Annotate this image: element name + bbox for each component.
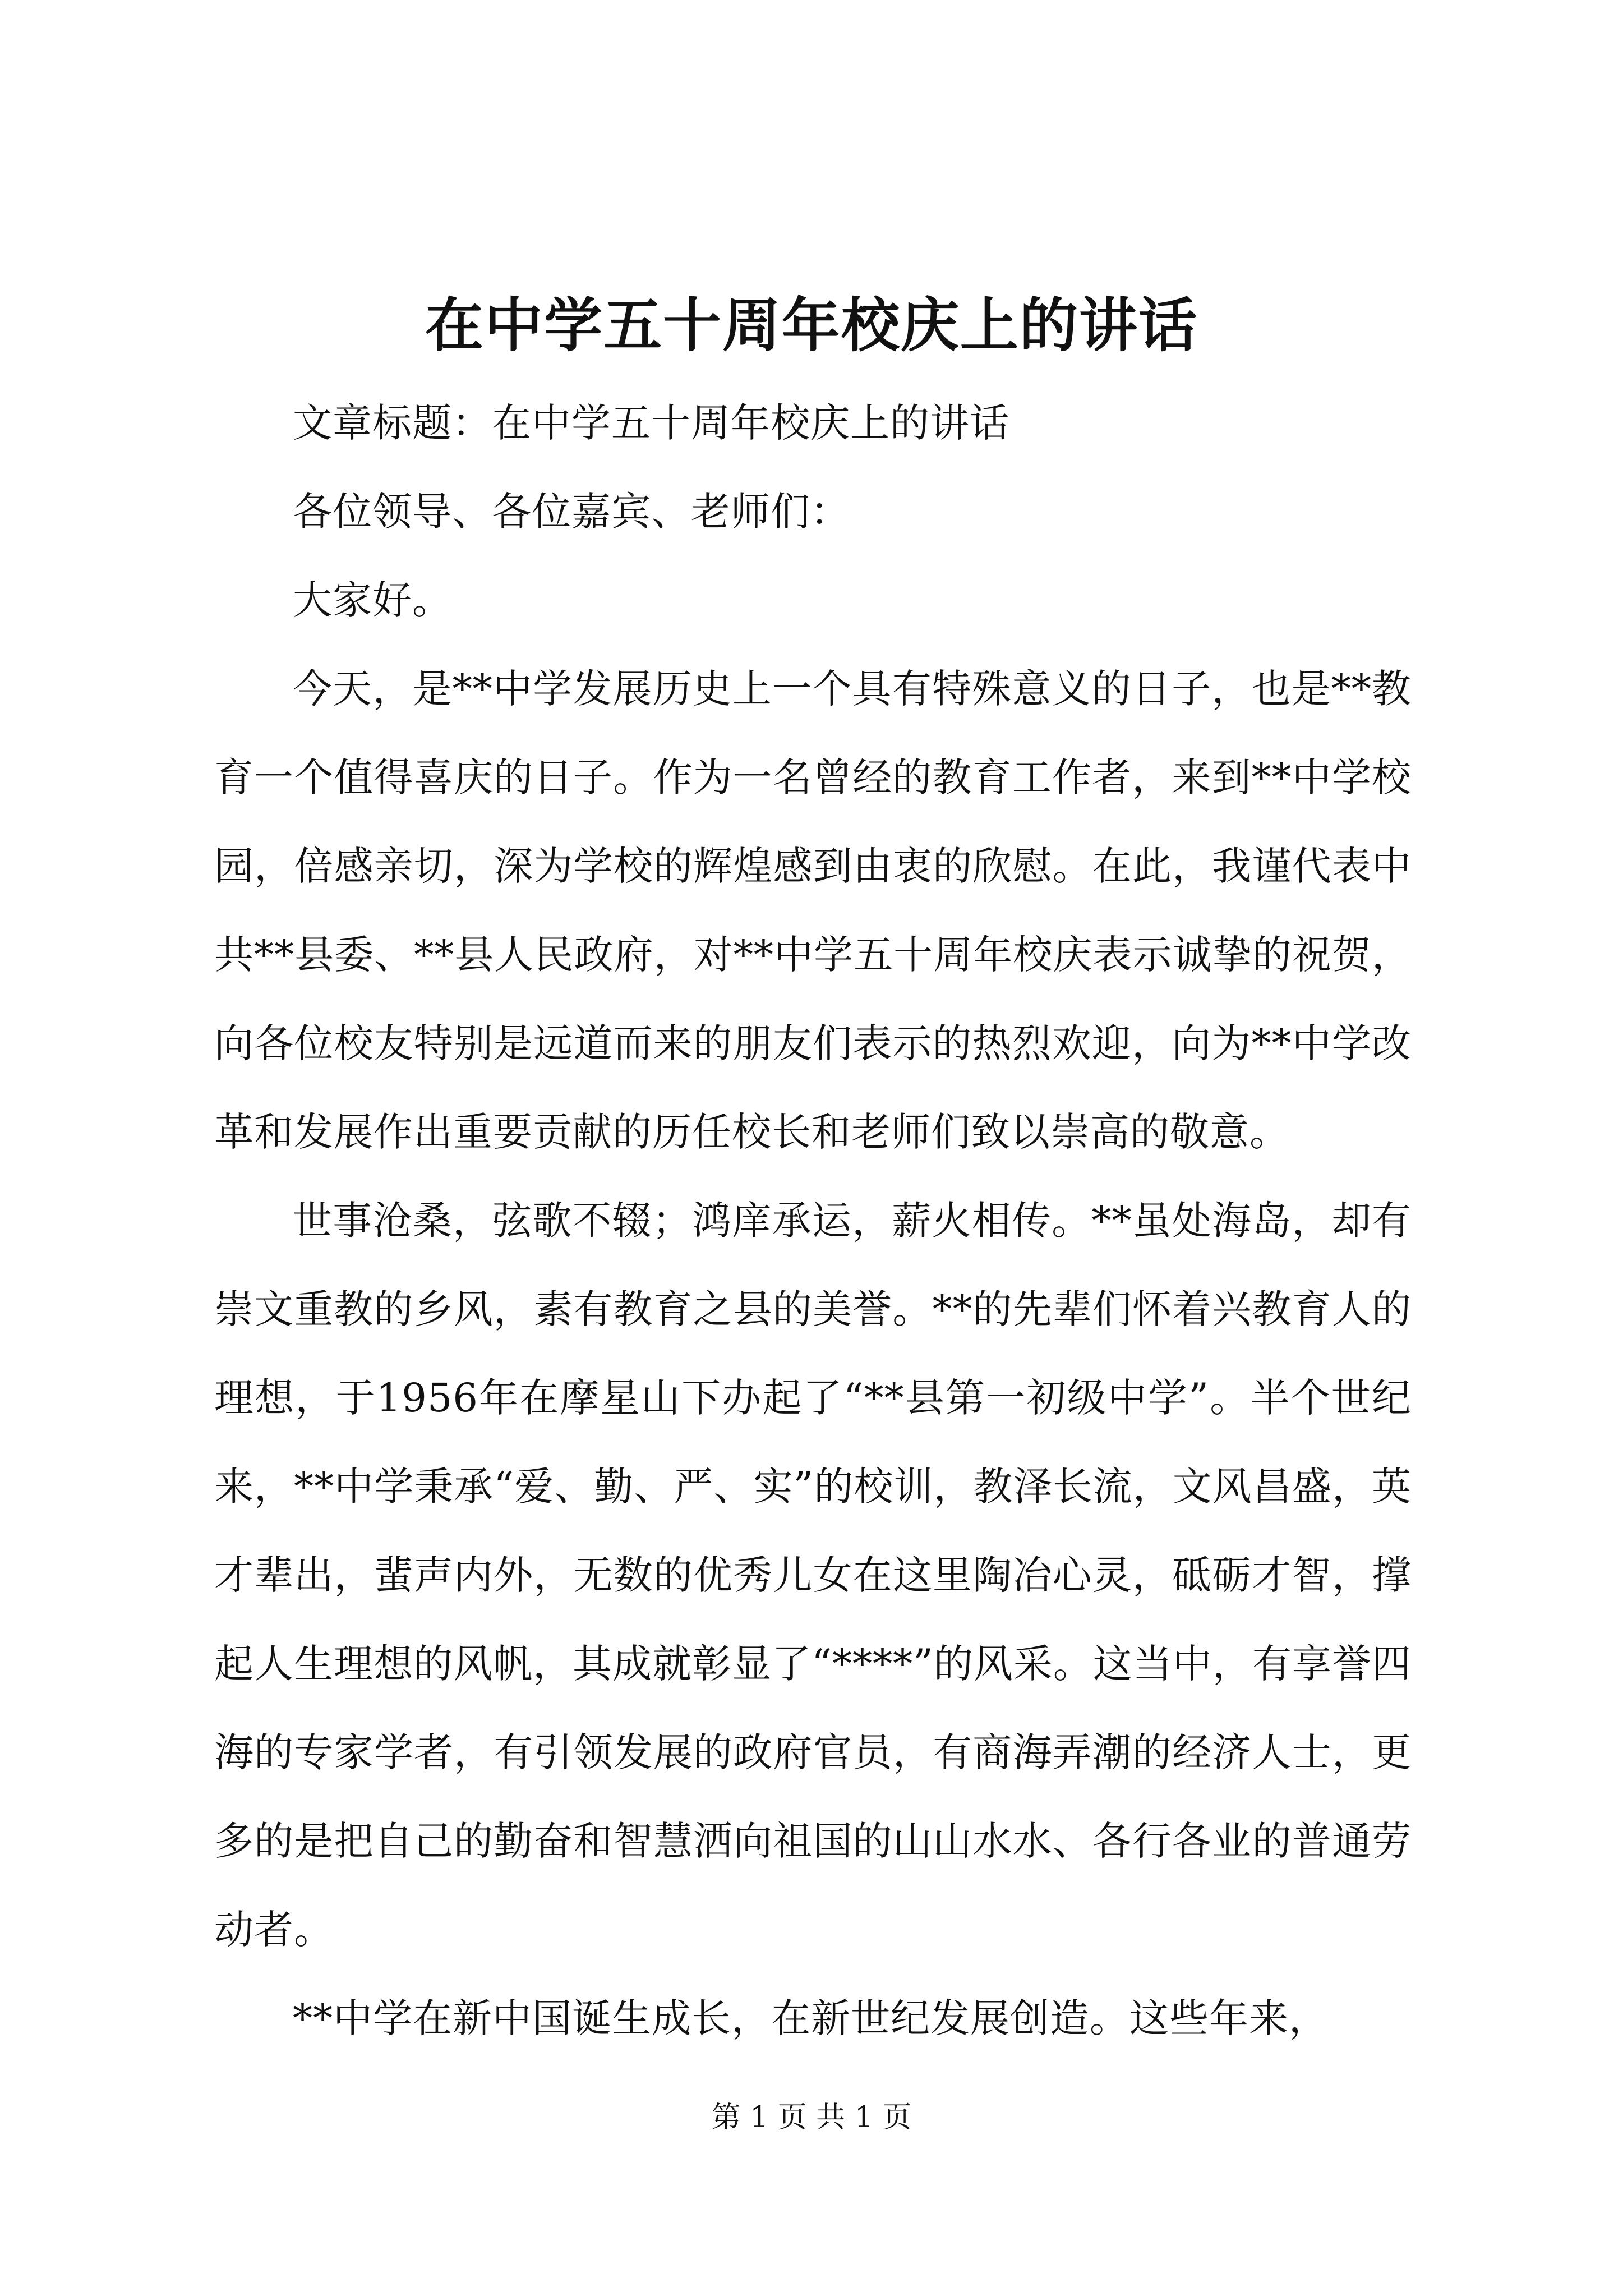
page-footer: 第 1 页 共 1 页: [711, 2101, 912, 2134]
document-body: [214, 379, 1412, 2063]
document-title: 在中学五十周年校庆上的讲话: [425, 291, 1198, 360]
paragraph-body: 今天，是**中学发展历史上一个具有特殊意义的日子，也是**教育一个值得喜庆的日子。作为一名曾经的教育工作者，来到**中学校园，倍感亲切，深为学校的辉煌感到由衷的欣慰。在此，我谨代表中共**县委、**县人民政府，对**中学五十周年校庆表示诚挚的祝贺，向各位校友特别是远道而来的朋友们表示的热烈欢迎，向为**中学改革和发展作出重要贡献的历任校长和老师们致以崇高的敬意。: [214, 666, 1412, 1155]
paragraph-body: 世事沧桑，弦歌不辍；鸿庠承运，薪火相传。**虽处海岛，却有崇文重教的乡风，素有教育之县的美誉。**的先辈们怀着兴教育人的理想，于1956年在摩星山下办起了“**县第一初级中学”。半个世纪来，**中学秉承“爱、勤、严、实”的校训，教泽长流，文风昌盛，英才辈出，蜚声内外，无数的优秀儿女在这里陶冶心灵，砥砺才智，撑起人生理想的风帆，其成就彰显了“****”的风采。这当中，有享誉四海的专家学者，有引领发展的政府官员，有商海弄潮的经济人士，更多的是把自己的勤奋和智慧洒向祖国的山山水水、各行各业的普通劳动者。: [214, 1198, 1412, 1953]
paragraph-salutation: 各位领导、各位嘉宾、老师们：: [293, 489, 850, 535]
paragraph-body: **中学在新中国诞生成长，在新世纪发展创造。这些年来，: [293, 1995, 1329, 2041]
paragraph-greeting: 大家好。: [293, 577, 452, 623]
paragraph-article-title: 文章标题：在中学五十周年校庆上的讲话: [293, 400, 1009, 446]
